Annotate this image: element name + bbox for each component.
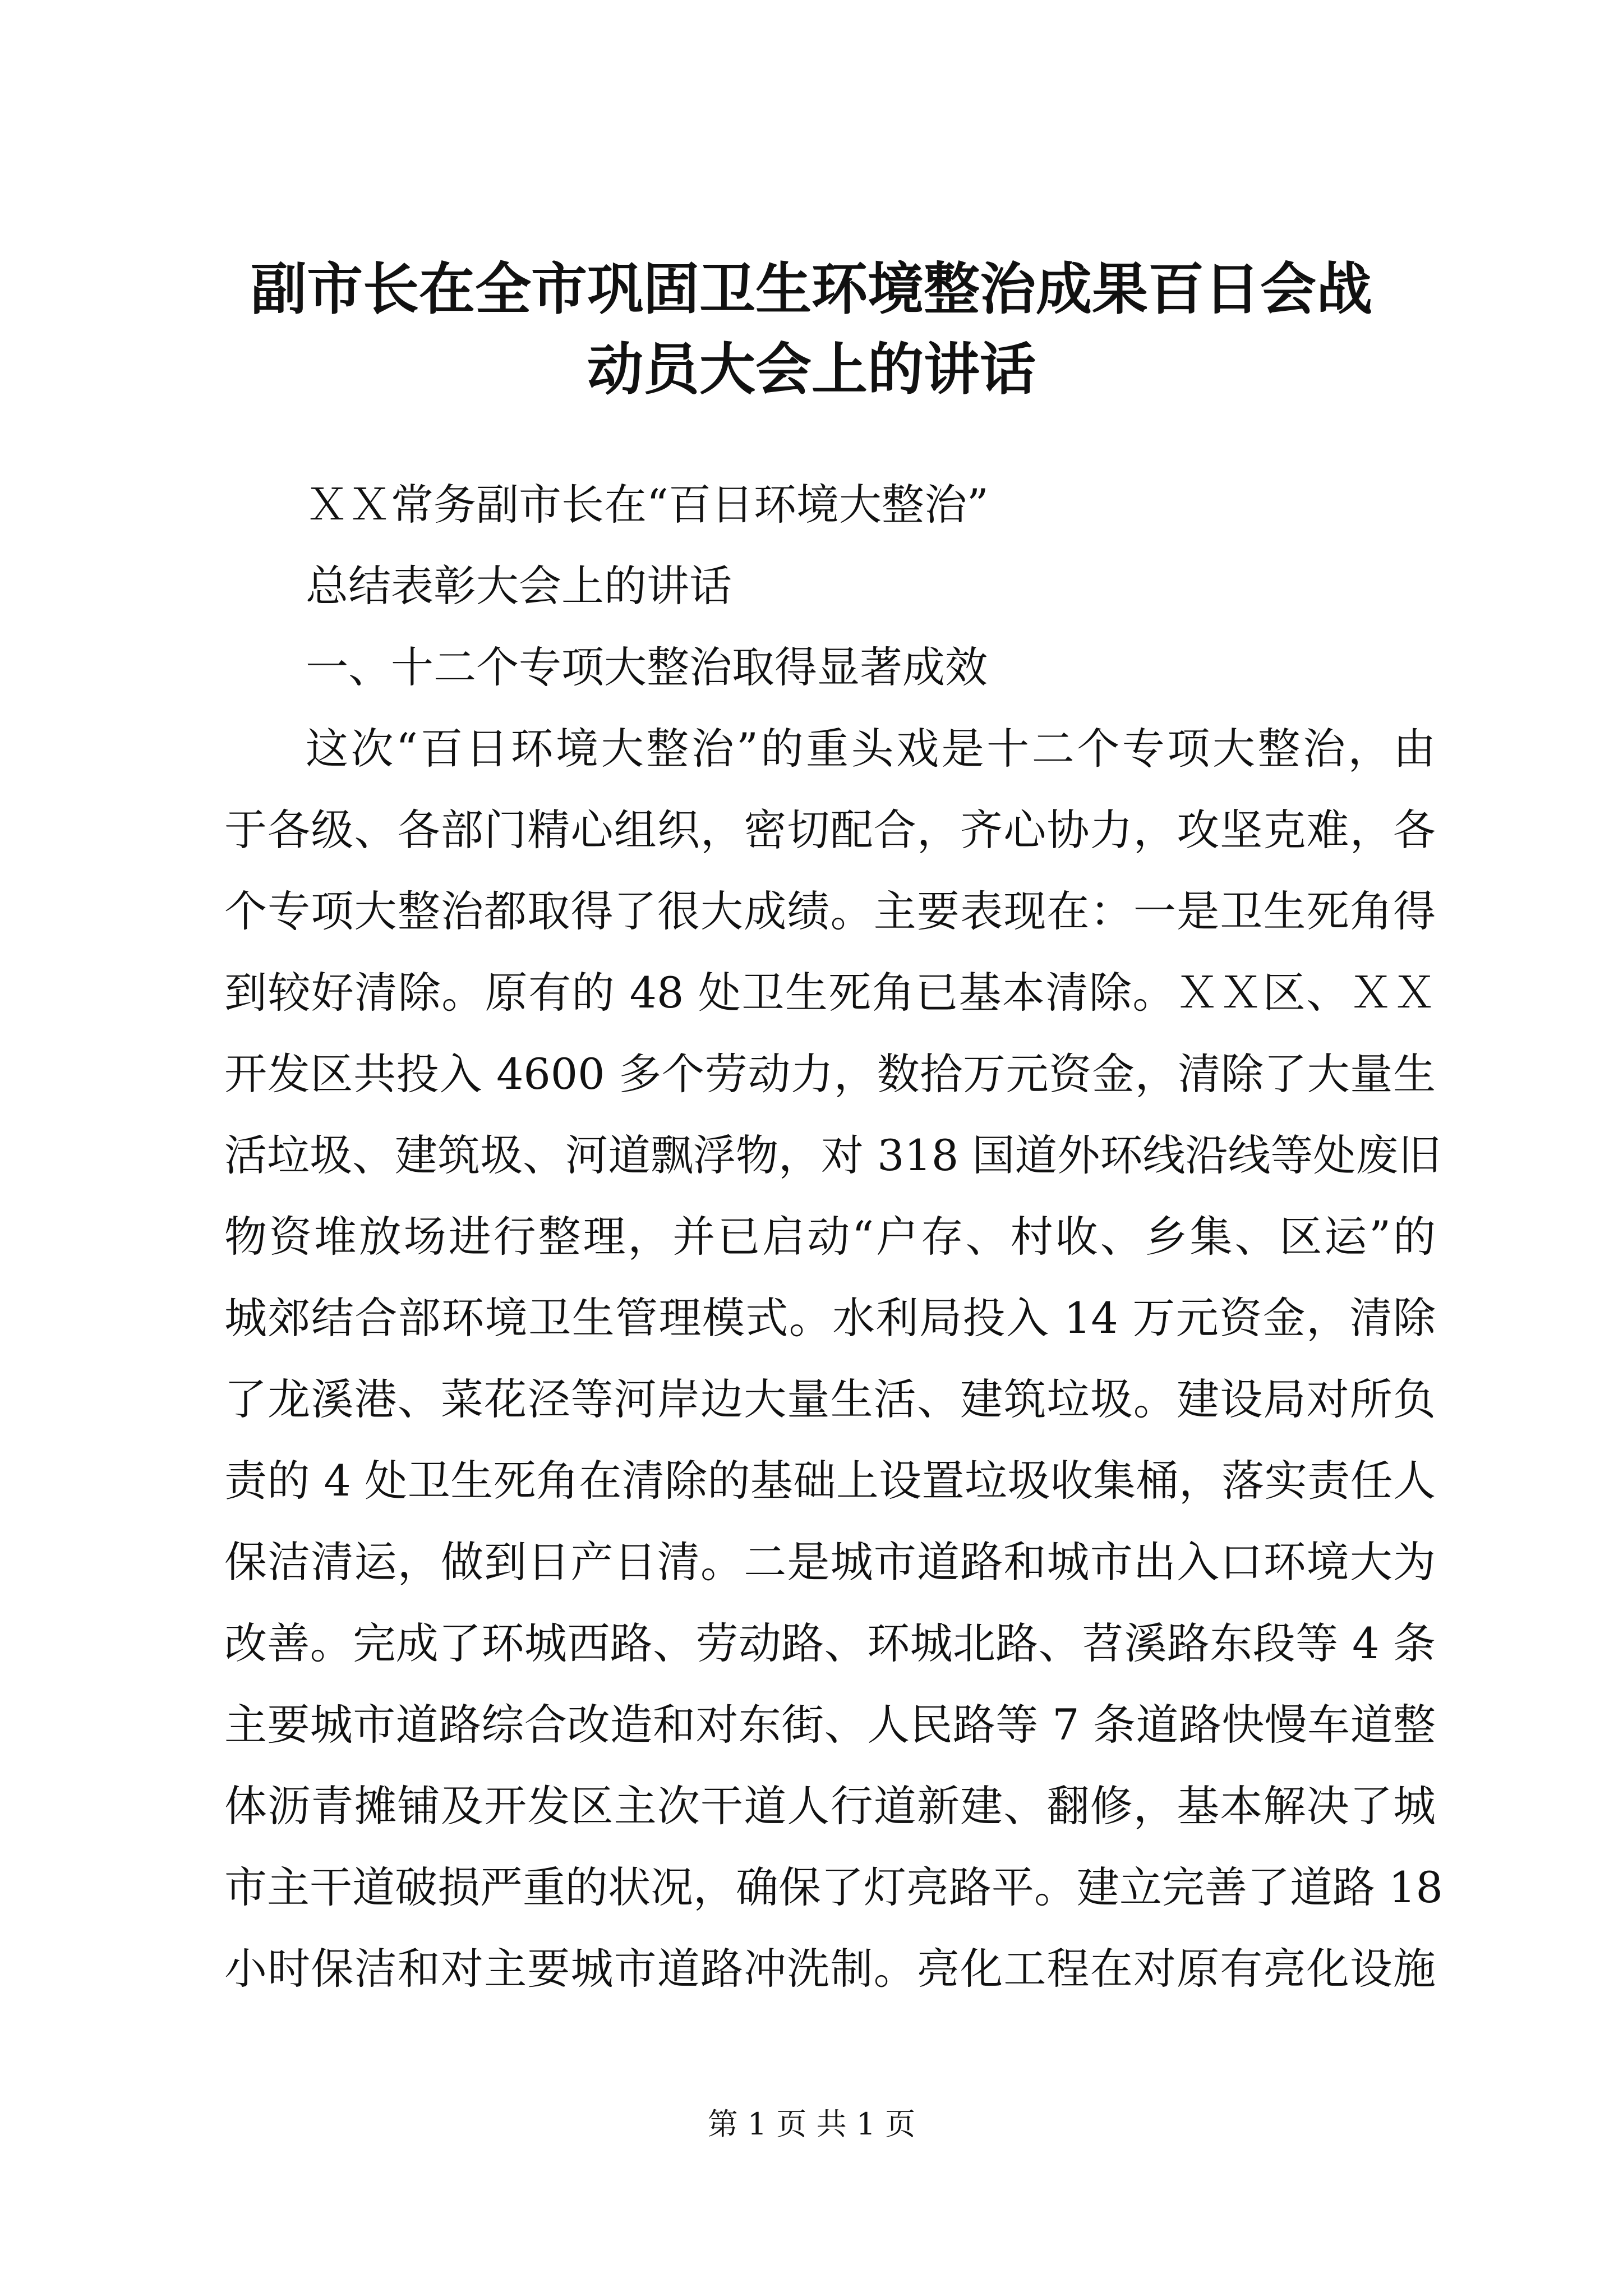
section-heading: 一、十二个专项大整治取得显著成效 [306,642,988,692]
body-line: 活垃圾、建筑圾、河道飘浮物，对 318 国道外环线沿线等处废旧 [224,1130,1441,1180]
body-line: 这次“百日环境大整治”的重头戏是十二个专项大整治，由 [306,724,1436,774]
body-line: 体沥青摊铺及开发区主次干道人行道新建、翻修，基本解决了城 [224,1781,1436,1831]
subtitle-line-2: 总结表彰大会上的讲话 [306,561,732,611]
subtitle-line-1: ＸＸ常务副市长在“百日环境大整治” [306,480,989,530]
body-line: 市主干道破损严重的状况，确保了灯亮路平。建立完善了道路 18 [224,1862,1443,1912]
body-line: 责的 4 处卫生死角在清除的基础上设置垃圾收集桶，落实责任人 [224,1456,1436,1506]
body-line: 改善。完成了环城西路、劳动路、环城北路、苕溪路东段等 4 条 [224,1618,1436,1668]
body-line: 主要城市道路综合改造和对东街、人民路等 7 条道路快慢车道整 [224,1700,1436,1750]
body-line: 个专项大整治都取得了很大成绩。主要表现在：一是卫生死角得 [224,886,1436,936]
document-title-line-1: 副市长在全市巩固卫生环境整治成果百日会战 [251,256,1372,322]
body-line: 小时保洁和对主要城市道路冲洗制。亮化工程在对原有亮化设施 [224,1944,1436,1994]
body-line: 于各级、各部门精心组织，密切配合，齐心协力，攻坚克难，各 [224,805,1436,855]
body-line: 物资堆放场进行整理，并已启动“户存、村收、乡集、区运”的 [224,1212,1436,1262]
body-line: 到较好清除。原有的 48 处卫生死角已基本清除。ＸＸ区、ＸＸ [224,968,1436,1018]
body-line: 保洁清运，做到日产日清。二是城市道路和城市出入口环境大为 [224,1537,1436,1587]
document-title-line-2: 动员大会上的讲话 [587,336,1036,402]
body-line: 了龙溪港、菜花泾等河岸边大量生活、建筑垃圾。建设局对所负 [224,1374,1436,1424]
body-line: 城郊结合部环境卫生管理模式。水利局投入 14 万元资金，清除 [224,1293,1436,1343]
body-line: 开发区共投入 4600 多个劳动力，数拾万元资金，清除了大量生 [224,1049,1436,1099]
page-footer: 第 1 页 共 1 页 [707,2106,916,2142]
